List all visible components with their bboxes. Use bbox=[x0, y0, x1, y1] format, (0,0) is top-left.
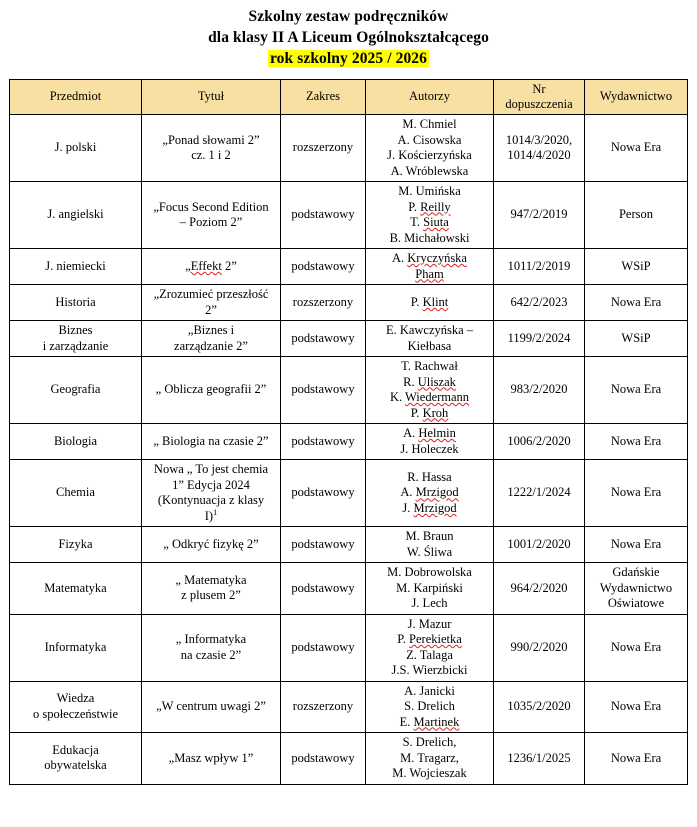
subject-line: i zarządzanie bbox=[42, 338, 109, 353]
author-line: J. Holeczek bbox=[400, 441, 459, 456]
subject-line: J. angielski bbox=[47, 207, 104, 222]
table-body bbox=[10, 115, 688, 785]
cell-scope bbox=[281, 460, 366, 527]
table-row bbox=[10, 614, 688, 681]
table-row bbox=[10, 249, 688, 285]
publisher-line: WSiP bbox=[621, 258, 651, 273]
author-line: E. Kawczyńska – bbox=[385, 323, 474, 337]
cell-title bbox=[142, 563, 281, 615]
cell-subject bbox=[10, 115, 142, 182]
cell-approval-number bbox=[494, 424, 585, 460]
cell-publisher bbox=[585, 357, 688, 424]
textbook-table bbox=[9, 79, 688, 785]
approval-number-line: 1006/2/2020 bbox=[507, 433, 571, 448]
scope-line: rozszerzony bbox=[292, 699, 354, 713]
document-title-block bbox=[0, 0, 697, 70]
author-line: E. Martinek bbox=[399, 714, 460, 729]
cell-publisher bbox=[585, 563, 688, 615]
title-line: „ Biologia na czasie 2” bbox=[153, 433, 269, 448]
author-line: M. Karpiński bbox=[396, 580, 463, 595]
cell-publisher bbox=[585, 115, 688, 182]
author-line: S. Drelich bbox=[404, 699, 455, 713]
title-line: „ Informatyka bbox=[175, 632, 247, 646]
author-line: K. Wiedermann bbox=[389, 390, 470, 404]
scope-line: podstawowy bbox=[291, 258, 355, 273]
table-row bbox=[10, 357, 688, 424]
cell-publisher bbox=[585, 249, 688, 285]
title-line: „W centrum uwagi 2” bbox=[156, 699, 266, 713]
cell-approval-number bbox=[494, 249, 585, 285]
cell-approval-number bbox=[494, 115, 585, 182]
cell-authors bbox=[366, 357, 494, 424]
title-line: „Effekt 2” bbox=[185, 258, 237, 273]
title-line: 1” Edycja 2024 bbox=[172, 477, 250, 492]
publisher-line: Nowa Era bbox=[610, 382, 662, 397]
subject-line: o społeczeństwie bbox=[32, 706, 119, 721]
cell-publisher bbox=[585, 424, 688, 460]
publisher-line: Person bbox=[618, 207, 654, 222]
scope-line: podstawowy bbox=[291, 750, 355, 765]
cell-authors bbox=[366, 115, 494, 182]
cell-approval-number bbox=[494, 460, 585, 527]
subject-line: Biznes bbox=[58, 323, 93, 337]
author-line: B. Michałowski bbox=[389, 230, 470, 245]
author-line: R. Uliszak bbox=[403, 374, 456, 389]
author-line: S. Drelich, bbox=[402, 735, 457, 749]
cell-title bbox=[142, 614, 281, 681]
cell-publisher bbox=[585, 460, 688, 527]
author-line: A. Janicki bbox=[404, 683, 455, 698]
table-row bbox=[10, 285, 688, 321]
publisher-line: Nowa Era bbox=[610, 536, 662, 551]
table-row bbox=[10, 563, 688, 615]
textbook-table-wrapper bbox=[9, 79, 687, 785]
approval-number-line: 990/2/2020 bbox=[510, 639, 568, 654]
cell-approval-number bbox=[494, 321, 585, 357]
cell-publisher bbox=[585, 614, 688, 681]
publisher-line: Gdańskie bbox=[612, 565, 660, 579]
scope-line: podstawowy bbox=[291, 382, 355, 397]
table-row bbox=[10, 681, 688, 733]
subject-line: J. polski bbox=[54, 140, 97, 155]
title-line: „ Matematyka bbox=[175, 572, 247, 587]
column-header-authors: Autorzy bbox=[366, 80, 494, 115]
school-year-highlight: rok szkolny 2025 / 2026 bbox=[269, 50, 428, 67]
title-line: „ Oblicza geografii 2” bbox=[155, 382, 267, 397]
cell-publisher bbox=[585, 527, 688, 563]
subject-line: obywatelska bbox=[44, 758, 107, 773]
approval-number-line: 1014/3/2020, bbox=[505, 132, 573, 147]
title-line-school-year bbox=[0, 48, 697, 70]
column-header-subject: Przedmiot bbox=[10, 80, 142, 115]
cell-subject bbox=[10, 681, 142, 733]
title-line: „Ponad słowami 2” bbox=[162, 132, 260, 147]
author-line: W. Śliwa bbox=[406, 544, 453, 559]
cell-publisher bbox=[585, 321, 688, 357]
title-line: 2” bbox=[205, 302, 217, 317]
approval-number-line-1: Nr bbox=[532, 81, 546, 96]
cell-subject bbox=[10, 614, 142, 681]
cell-publisher bbox=[585, 182, 688, 249]
title-line: cz. 1 i 2 bbox=[191, 148, 231, 162]
author-line: R. Hassa bbox=[407, 469, 452, 484]
scope-line: podstawowy bbox=[291, 639, 355, 654]
subject-line: Wiedza bbox=[56, 691, 95, 706]
cell-scope bbox=[281, 115, 366, 182]
approval-number-line: 1035/2/2020 bbox=[507, 699, 571, 713]
cell-approval-number bbox=[494, 733, 585, 785]
scope-line: podstawowy bbox=[291, 536, 355, 551]
cell-scope bbox=[281, 733, 366, 785]
cell-title bbox=[142, 527, 281, 563]
title-line: I)$^1$ bbox=[204, 506, 218, 523]
approval-number-line-2: dopuszczenia bbox=[505, 97, 573, 111]
cell-approval-number bbox=[494, 681, 585, 733]
author-line: J. Mazur bbox=[407, 616, 452, 631]
cell-subject bbox=[10, 733, 142, 785]
title-line: z plusem 2” bbox=[181, 588, 241, 603]
table-row bbox=[10, 424, 688, 460]
author-line: P. Kroh bbox=[410, 405, 449, 420]
author-line: Kiełbasa bbox=[407, 338, 452, 353]
cell-title bbox=[142, 321, 281, 357]
subject-line: Edukacja bbox=[52, 742, 99, 757]
author-line: J. Kościerzyńska bbox=[387, 148, 472, 162]
author-line: A. Cisowska bbox=[397, 132, 462, 147]
author-line: Z. Talaga bbox=[406, 647, 453, 662]
cell-subject bbox=[10, 527, 142, 563]
publisher-line: Nowa Era bbox=[610, 750, 662, 765]
cell-subject bbox=[10, 357, 142, 424]
approval-number-line: 1011/2/2019 bbox=[507, 258, 571, 273]
column-header-publisher: Wydawnictwo bbox=[585, 80, 688, 115]
cell-scope bbox=[281, 424, 366, 460]
cell-scope bbox=[281, 681, 366, 733]
cell-scope bbox=[281, 321, 366, 357]
cell-approval-number bbox=[494, 563, 585, 615]
author-line: Pham bbox=[415, 266, 444, 281]
title-line: zarządzanie 2” bbox=[174, 338, 248, 353]
cell-subject bbox=[10, 563, 142, 615]
cell-approval-number bbox=[494, 357, 585, 424]
title-line: Nowa „ To jest chemia bbox=[153, 462, 269, 476]
approval-number-line: 642/2/2023 bbox=[510, 294, 568, 309]
cell-scope bbox=[281, 285, 366, 321]
author-line: M. Tragarz, bbox=[400, 750, 459, 765]
table-row bbox=[10, 115, 688, 182]
author-line: T. Siuta bbox=[410, 215, 449, 229]
cell-subject bbox=[10, 249, 142, 285]
cell-scope bbox=[281, 614, 366, 681]
scope-line: rozszerzony bbox=[292, 294, 354, 309]
cell-authors bbox=[366, 681, 494, 733]
title-line: „Masz wpływ 1” bbox=[168, 750, 254, 765]
author-line: A. Kryczyńska bbox=[392, 251, 467, 265]
cell-title bbox=[142, 182, 281, 249]
cell-subject bbox=[10, 424, 142, 460]
cell-authors bbox=[366, 321, 494, 357]
cell-subject bbox=[10, 460, 142, 527]
cell-title bbox=[142, 285, 281, 321]
author-line: J. Mrzigod bbox=[402, 500, 457, 515]
approval-number-line: 964/2/2020 bbox=[510, 580, 568, 595]
title-line-2: dla klasy II A Liceum Ogólnokształcącego bbox=[208, 29, 489, 46]
author-line: M. Wojcieszak bbox=[392, 766, 467, 780]
cell-authors bbox=[366, 733, 494, 785]
cell-title bbox=[142, 733, 281, 785]
table-row bbox=[10, 321, 688, 357]
author-line: P. Reilly bbox=[408, 199, 451, 214]
author-line: P. Perekietka bbox=[397, 632, 462, 646]
author-line: J. Lech bbox=[411, 596, 448, 610]
scope-line: podstawowy bbox=[291, 580, 355, 595]
title-line: – Poziom 2” bbox=[179, 215, 243, 229]
scope-line: podstawowy bbox=[291, 485, 355, 500]
column-header-scope: Zakres bbox=[281, 80, 366, 115]
publisher-line: Nowa Era bbox=[610, 294, 662, 309]
table-row bbox=[10, 527, 688, 563]
cell-approval-number bbox=[494, 285, 585, 321]
table-row bbox=[10, 460, 688, 527]
cell-scope bbox=[281, 249, 366, 285]
approval-number-line: 1222/1/2024 bbox=[507, 485, 571, 500]
approval-number-line: 1001/2/2020 bbox=[507, 536, 571, 551]
cell-authors bbox=[366, 614, 494, 681]
scope-line: rozszerzony bbox=[292, 140, 354, 155]
subject-line: Biologia bbox=[53, 433, 98, 448]
subject-line: Historia bbox=[55, 294, 96, 309]
cell-title bbox=[142, 357, 281, 424]
subject-line: Geografia bbox=[50, 382, 101, 397]
cell-authors bbox=[366, 424, 494, 460]
column-header-title: Tytuł bbox=[142, 80, 281, 115]
title-line: „Zrozumieć przeszłość bbox=[153, 287, 269, 301]
publisher-line: Nowa Era bbox=[610, 140, 662, 155]
publisher-line: Nowa Era bbox=[610, 699, 662, 713]
approval-number-line: 1014/4/2020 bbox=[507, 148, 571, 162]
cell-authors bbox=[366, 460, 494, 527]
author-line: M. Umińska bbox=[398, 184, 461, 198]
author-line: M. Dobrowolska bbox=[387, 565, 472, 579]
title-line: „Biznes i bbox=[187, 323, 235, 337]
title-line: „Focus Second Edition bbox=[153, 199, 269, 214]
table-row bbox=[10, 182, 688, 249]
cell-approval-number bbox=[494, 527, 585, 563]
cell-authors bbox=[366, 285, 494, 321]
cell-scope bbox=[281, 563, 366, 615]
publisher-line: Oświatowe bbox=[607, 596, 665, 610]
table-row bbox=[10, 733, 688, 785]
author-line: A. Helmin bbox=[403, 426, 456, 440]
cell-authors bbox=[366, 563, 494, 615]
cell-approval-number bbox=[494, 614, 585, 681]
author-line: A. Mrzigod bbox=[400, 485, 459, 500]
author-line: P. Klint bbox=[410, 294, 449, 309]
cell-publisher bbox=[585, 681, 688, 733]
subject-line: Matematyka bbox=[44, 580, 107, 595]
title-line: „ Odkryć fizykę 2” bbox=[163, 536, 259, 551]
table-header-row bbox=[10, 80, 688, 115]
cell-scope bbox=[281, 182, 366, 249]
author-line: T. Rachwał bbox=[401, 359, 458, 373]
approval-number-line: 947/2/2019 bbox=[510, 207, 568, 222]
approval-number-line: 1236/1/2025 bbox=[507, 750, 571, 765]
cell-title bbox=[142, 460, 281, 527]
title-line-1: Szkolny zestaw podręczników bbox=[248, 8, 449, 25]
publisher-line: WSiP bbox=[621, 330, 651, 345]
cell-subject bbox=[10, 321, 142, 357]
title-line: (Kontynuacja z klasy bbox=[157, 493, 265, 507]
cell-publisher bbox=[585, 285, 688, 321]
cell-title bbox=[142, 249, 281, 285]
approval-number-line: 983/2/2020 bbox=[510, 382, 568, 397]
column-header-approval-number bbox=[494, 80, 585, 115]
cell-title bbox=[142, 681, 281, 733]
subject-line: Fizyka bbox=[58, 536, 93, 551]
cell-subject bbox=[10, 182, 142, 249]
subject-line: Informatyka bbox=[44, 639, 107, 654]
scope-line: podstawowy bbox=[291, 433, 355, 448]
subject-line: Chemia bbox=[56, 485, 95, 500]
cell-subject bbox=[10, 285, 142, 321]
publisher-line: Nowa Era bbox=[610, 485, 662, 500]
title-line: na czasie 2” bbox=[180, 647, 242, 662]
cell-title bbox=[142, 424, 281, 460]
cell-scope bbox=[281, 357, 366, 424]
publisher-line: Nowa Era bbox=[610, 639, 662, 654]
subject-line: J. niemiecki bbox=[45, 258, 106, 273]
author-line: M. Braun bbox=[405, 529, 454, 543]
cell-authors bbox=[366, 527, 494, 563]
cell-title bbox=[142, 115, 281, 182]
publisher-line: Wydawnictwo bbox=[599, 580, 673, 595]
author-line: M. Chmiel bbox=[402, 117, 457, 131]
author-line: A. Wróblewska bbox=[390, 163, 469, 178]
cell-authors bbox=[366, 182, 494, 249]
scope-line: podstawowy bbox=[291, 207, 355, 222]
approval-number-line: 1199/2/2024 bbox=[507, 330, 571, 345]
cell-approval-number bbox=[494, 182, 585, 249]
scope-line: podstawowy bbox=[291, 330, 355, 345]
cell-authors bbox=[366, 249, 494, 285]
cell-scope bbox=[281, 527, 366, 563]
author-line: J.S. Wierzbicki bbox=[391, 663, 468, 677]
cell-publisher bbox=[585, 733, 688, 785]
publisher-line: Nowa Era bbox=[610, 433, 662, 448]
